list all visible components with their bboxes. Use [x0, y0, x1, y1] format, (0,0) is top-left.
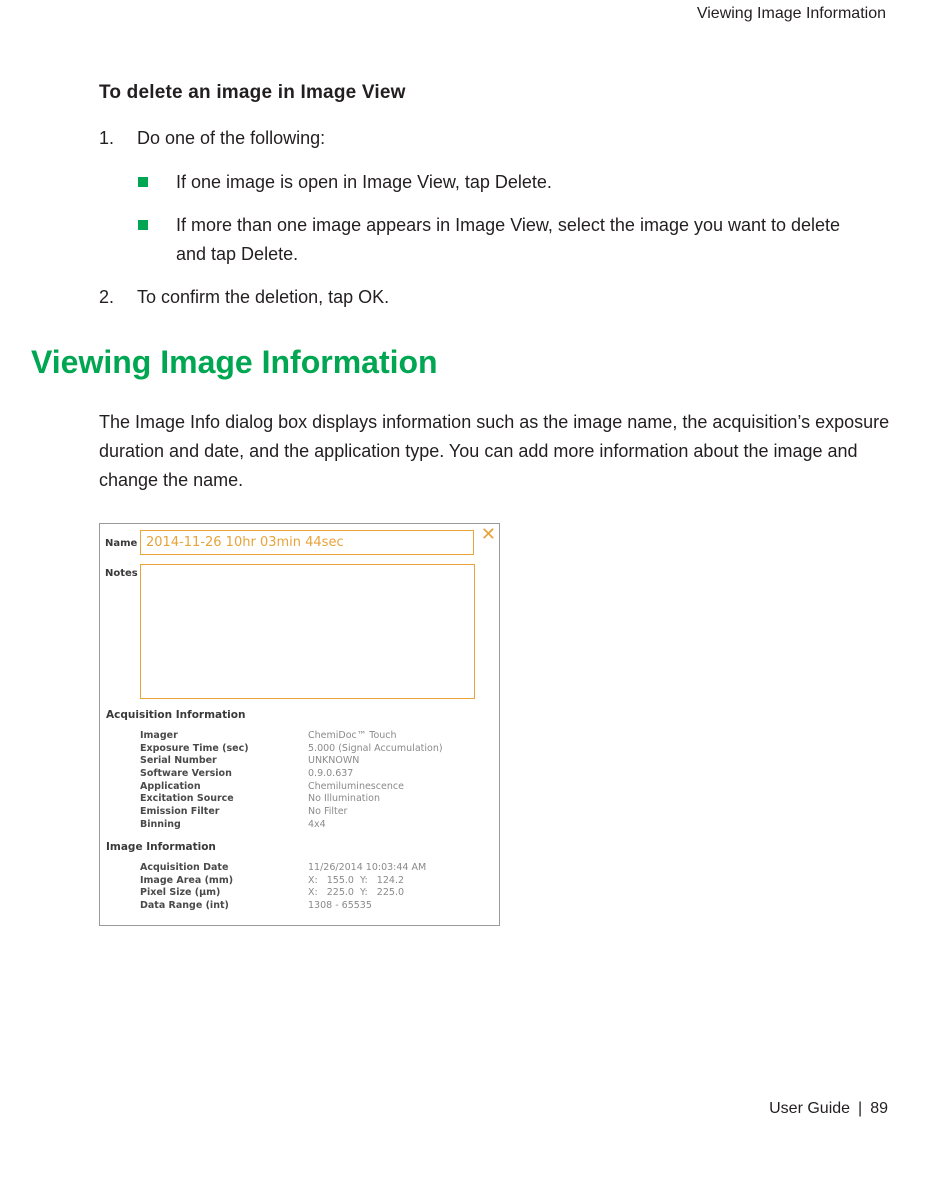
info-value: 5.000 (Signal Accumulation) — [308, 742, 443, 754]
info-value: 4x4 — [308, 818, 326, 830]
bullet-item — [138, 168, 858, 197]
info-key: Serial Number — [140, 755, 217, 767]
square-bullet-icon — [138, 177, 148, 187]
info-key: Imager — [140, 730, 178, 741]
section-title: Viewing Image Information — [31, 344, 438, 380]
step-number: 1. — [99, 128, 115, 148]
bullet-item — [138, 211, 858, 269]
page-number: 89 — [870, 1100, 888, 1117]
info-value: UNKNOWN — [308, 755, 360, 767]
step-text: To confirm the deletion, tap OK. — [137, 287, 390, 307]
info-key: Image Area (mm) — [140, 874, 234, 886]
info-row — [140, 793, 480, 806]
acquisition-info-heading: Acquisition Information — [106, 709, 246, 721]
info-value: Chemiluminescence — [308, 780, 404, 792]
name-input[interactable] — [140, 530, 474, 555]
info-value: ChemiDoc™ Touch — [308, 730, 397, 741]
info-row — [140, 900, 480, 913]
step-1 — [99, 124, 325, 153]
info-value: X: 225.0 Y: 225.0 — [308, 887, 405, 899]
info-key: Software Version — [140, 768, 232, 780]
info-row — [140, 743, 480, 756]
info-value: 1308 - 65535 — [308, 900, 372, 912]
name-label: Name — [105, 538, 138, 549]
info-row — [140, 819, 480, 832]
info-key: Pixel Size (µm) — [140, 887, 221, 899]
info-value: No Filter — [308, 806, 348, 818]
intro-paragraph: The Image Info dialog box displays information such as the image name, the acquisition’s exposure duration and date, and the application type. You can add more information about the image and change the name. — [99, 412, 890, 490]
info-row — [140, 806, 480, 819]
info-value: X: 155.0 Y: 124.2 — [308, 874, 405, 886]
info-row — [140, 887, 480, 900]
info-value: 0.9.0.637 — [308, 768, 354, 780]
info-row — [140, 755, 480, 768]
info-key: Data Range (int) — [140, 900, 229, 912]
footer-separator: | — [858, 1100, 863, 1117]
info-row — [140, 875, 480, 888]
info-key: Acquisition Date — [140, 862, 229, 873]
procedure-title: To delete an image in Image View — [99, 82, 406, 103]
info-key: Emission Filter — [140, 806, 220, 818]
info-key: Binning — [140, 818, 181, 830]
close-icon[interactable]: ✕ — [480, 524, 496, 545]
step-2 — [99, 283, 389, 312]
info-value: No Illumination — [308, 793, 380, 805]
bullet-text: If more than one image appears in Image View, select the image you want to delete and tap Delete. — [176, 215, 841, 264]
notes-label: Notes — [105, 568, 138, 579]
step-number: 2. — [99, 287, 115, 307]
image-info-dialog — [99, 523, 500, 926]
step-text: Do one of the following: — [137, 128, 326, 148]
image-info-list — [140, 862, 480, 913]
info-row — [140, 781, 480, 794]
page-footer — [769, 1100, 888, 1118]
info-row — [140, 768, 480, 781]
running-header: Viewing Image Information — [696, 5, 886, 22]
footer-label: User Guide — [769, 1100, 851, 1117]
info-key: Exposure Time (sec) — [140, 742, 249, 754]
notes-input[interactable] — [140, 564, 475, 699]
info-key: Application — [140, 780, 201, 792]
bullet-text: If one image is open in Image View, tap Delete. — [176, 172, 552, 192]
info-key: Excitation Source — [140, 793, 234, 805]
acquisition-info-list — [140, 730, 480, 832]
info-value: 11/26/2014 10:03:44 AM — [308, 862, 427, 873]
image-info-heading: Image Information — [106, 841, 216, 853]
square-bullet-icon — [138, 220, 148, 230]
info-row — [140, 862, 480, 875]
info-row — [140, 730, 480, 743]
